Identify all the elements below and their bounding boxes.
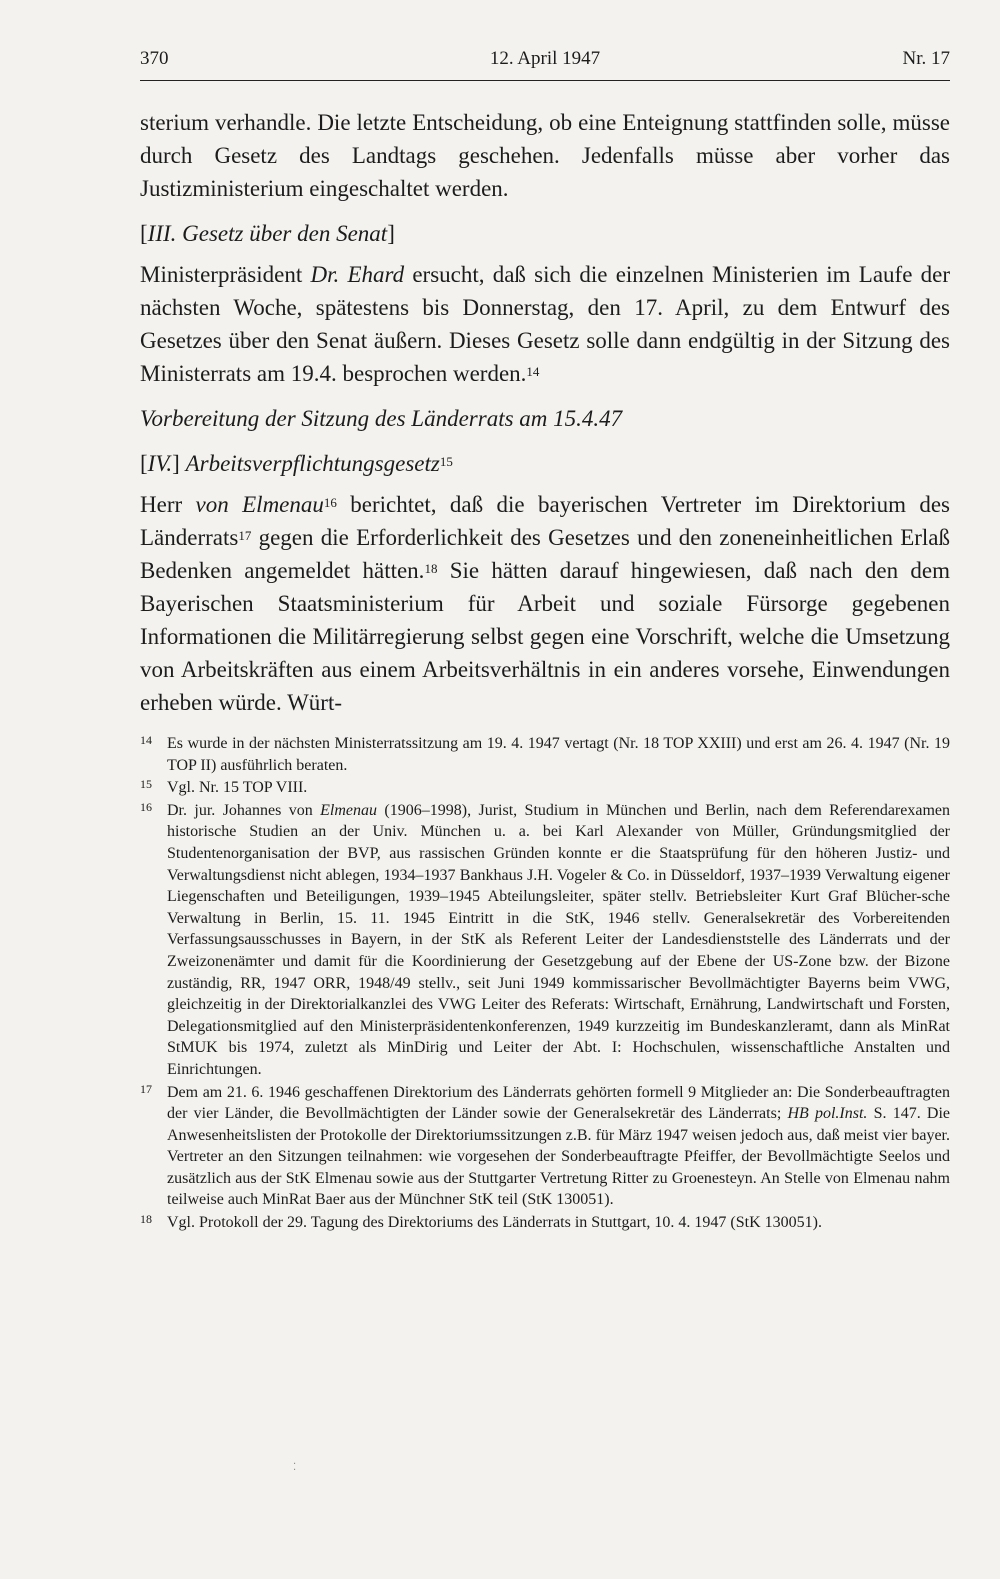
footnote-number: 16 xyxy=(140,799,152,814)
header-date: 12. April 1947 xyxy=(489,48,601,69)
citation-reference: HB pol.Inst. xyxy=(787,1105,868,1123)
page-header xyxy=(140,46,950,81)
footnote-text: Vgl. Protokoll der 29. Tagung des Direktoriums des Länderrats in Stuttgart, 10. 4. 1947 (StK 130051). xyxy=(167,1214,822,1232)
section-number: IV. xyxy=(147,451,173,476)
footnote-number: 18 xyxy=(140,1212,152,1227)
main-text xyxy=(140,106,950,719)
text-run: Sie hätten darauf hingewiesen, daß nach den dem Bayerischen Staatsministerium für Arbeit und soziale Fürsorge gegebenen Informationen die Militärregierung selbst gegen eine Vorschrift, welche die Umsetzung von Arbeitskräften aus einem Arbeitsverhältnis in ein anderes vorsehe, Einwendungen erheben würde. Würt- xyxy=(140,558,950,715)
text-run: berichtet, daß die bayerischen Vertreter im Direktorium des Länderrats xyxy=(140,492,951,550)
intro-paragraph: sterium verhandle. Die letzte Entscheidung, ob eine Enteignung stattfinden solle, müsse durch Gesetz des Landtags geschehen. Jedenfalls müsse aber vorher das Justizministerium eingeschaltet werden. xyxy=(140,110,950,201)
footnote-text: Vgl. Nr. 15 TOP VIII. xyxy=(167,779,308,797)
footnote-ref[interactable]: 18 xyxy=(424,561,438,576)
footnote-text: Dr. jur. Johannes von xyxy=(167,801,321,819)
document-number: Nr. 17 xyxy=(902,48,950,69)
bracket-open: [ xyxy=(140,221,148,246)
scan-speck: ⁚ xyxy=(293,1462,297,1473)
footnote-15 xyxy=(140,777,950,799)
text-run: gegen die Erforderlichkeit des Gesetzes und den zoneneinheitlichen Erlaß Bedenken angemeldet hätten. xyxy=(140,525,950,583)
footnote-ref[interactable]: 15 xyxy=(439,454,453,469)
section-title-senat: III. Gesetz über den Senat xyxy=(147,221,388,246)
arbeit-paragraph xyxy=(140,488,950,719)
person-name: Ehard xyxy=(347,262,405,287)
footnote-ref[interactable]: 14 xyxy=(526,364,540,379)
bracket-open: [ xyxy=(140,451,148,476)
bracket-close: ] xyxy=(387,221,395,246)
section-title-arbeit: Arbeitsverpflichtungsgesetz xyxy=(185,451,440,476)
footnote-text: S. 147. Die Anwesenheitslisten der Protokolle der Direktoriumssitzungen z.B. für März 1947 weisen jedoch aus, daß meist vier bayer. Vertreter an den Sitzungen teilnahmen: wie vorgesehen der Sonderbeauftragte Pfeiffer, der Bevollmächtigte Seelos und zusätzlich aus der StK Elmenau sowie aus der Stuttgarter Vertretung Ritter zu Groenesteyn. An Stelle von Elmenau nahm teilweise auch MinRat Baer aus der Münchner StK teil (StK 130051). xyxy=(167,1105,951,1209)
text-run: Herr xyxy=(140,492,196,517)
text-run: ersucht, daß sich die einzelnen Ministerien im Laufe der nächsten Woche, spätestens bis Donnerstag, den 17. April, zu dem Entwurf des Gesetzes über den Senat äußern. Dieses Gesetz solle dann endgültig in der Sitzung des Ministerrats am 19.4. besprochen werden. xyxy=(140,262,951,386)
preparation-title: Vorbereitung der Sitzung des Länderrats am 15.4.47 xyxy=(140,406,623,431)
section-heading-senat xyxy=(140,217,950,250)
bracket-close: ] xyxy=(172,451,186,476)
footnote-number: 15 xyxy=(140,777,152,792)
footnote-text: Es wurde in der nächsten Ministerratssitzung am 19. 4. 1947 vertagt (Nr. 18 TOP XXIII) und erst am 26. 4. 1947 (Nr. 19 TOP II) ausführlich beraten. xyxy=(167,735,950,774)
footnotes xyxy=(140,733,950,1235)
footnote-18 xyxy=(140,1212,950,1234)
footnote-text: Dem am 21. 6. 1946 geschaffenen Direktorium des Länderrats gehörten formell 9 Mitglieder an: Die Sonderbeauftragten der vier Länder, die Bevollmächtigten der Länder sowie der Generalsekretär des Länderrats; xyxy=(167,1083,950,1123)
footnote-14 xyxy=(140,733,950,776)
footnote-ref[interactable]: 17 xyxy=(238,528,252,543)
person-name: von Elmenau xyxy=(195,492,324,517)
person-name: Elmenau xyxy=(320,801,378,819)
footnote-ref[interactable]: 16 xyxy=(323,495,337,510)
person-title: Dr. xyxy=(310,262,340,287)
footnote-text: (1906–1998), Jurist, Studium in München und Berlin, nach dem Referendarexamen historische Studien an der Univ. München u. a. bei Karl Alexander von Müller, Gründungsmitglied der Studentenorganisation der BVP, aus rassischen Gründen konnte er die Staatsprüfung für den höheren Justiz- und Verwaltungsdienst nicht ablegen, 1934–1937 Bankhaus J.H. Vogeler & Co. in Düsseldorf, 1937–1939 Verwaltung eigener Liegenschaften und Beteiligungen, 1939–1945 Abteilungsleiter, später stellv. Betriebsleiter Kurt Graf Blücher-sche Verwaltung in Berlin, 15. 11. 1945 Eintritt in die StK, 1946 stellv. Generalsekretär des Vorbereitenden Verfassungsausschusses in Bayern, in der StK als Referent Leiter der Landesdienststelle des Länderrats und der Zweizonenämter und damit für die Koordinierung der Gesetzgebung auf der Ebene der US-Zone bzw. der Bizone zuständig, RR, 1947 ORR, 1948/49 stellv., seit Juni 1949 kommissarischer Bevollmächtigter Bayerns beim VWG, gleichzeitig in der Direktorialkanzlei des VWG Leiter des Referats: Wirtschaft, Ernährung, Landwirtschaft und Forsten, Delegationsmitglied auf den Ministerpräsidentenkonferenzen, 1949 kurzzeitig im Bundeskanzleramt, dann als MinRat StMUK bis 1974, zuletzt als MinDirig und Leiter der Abt. I: Hochschulen, wissenschaftliche Anstalten und Einrichtungen. xyxy=(167,801,950,1078)
footnote-number: 17 xyxy=(140,1081,152,1096)
text-run: Ministerpräsident xyxy=(140,262,311,287)
footnote-16 xyxy=(140,800,950,1081)
footnote-17 xyxy=(140,1082,950,1212)
section-heading-preparation xyxy=(140,402,950,435)
footnote-number: 14 xyxy=(140,733,152,747)
section-heading-arbeit xyxy=(140,447,950,480)
senat-paragraph xyxy=(140,258,950,390)
page-number: 370 xyxy=(140,48,169,69)
